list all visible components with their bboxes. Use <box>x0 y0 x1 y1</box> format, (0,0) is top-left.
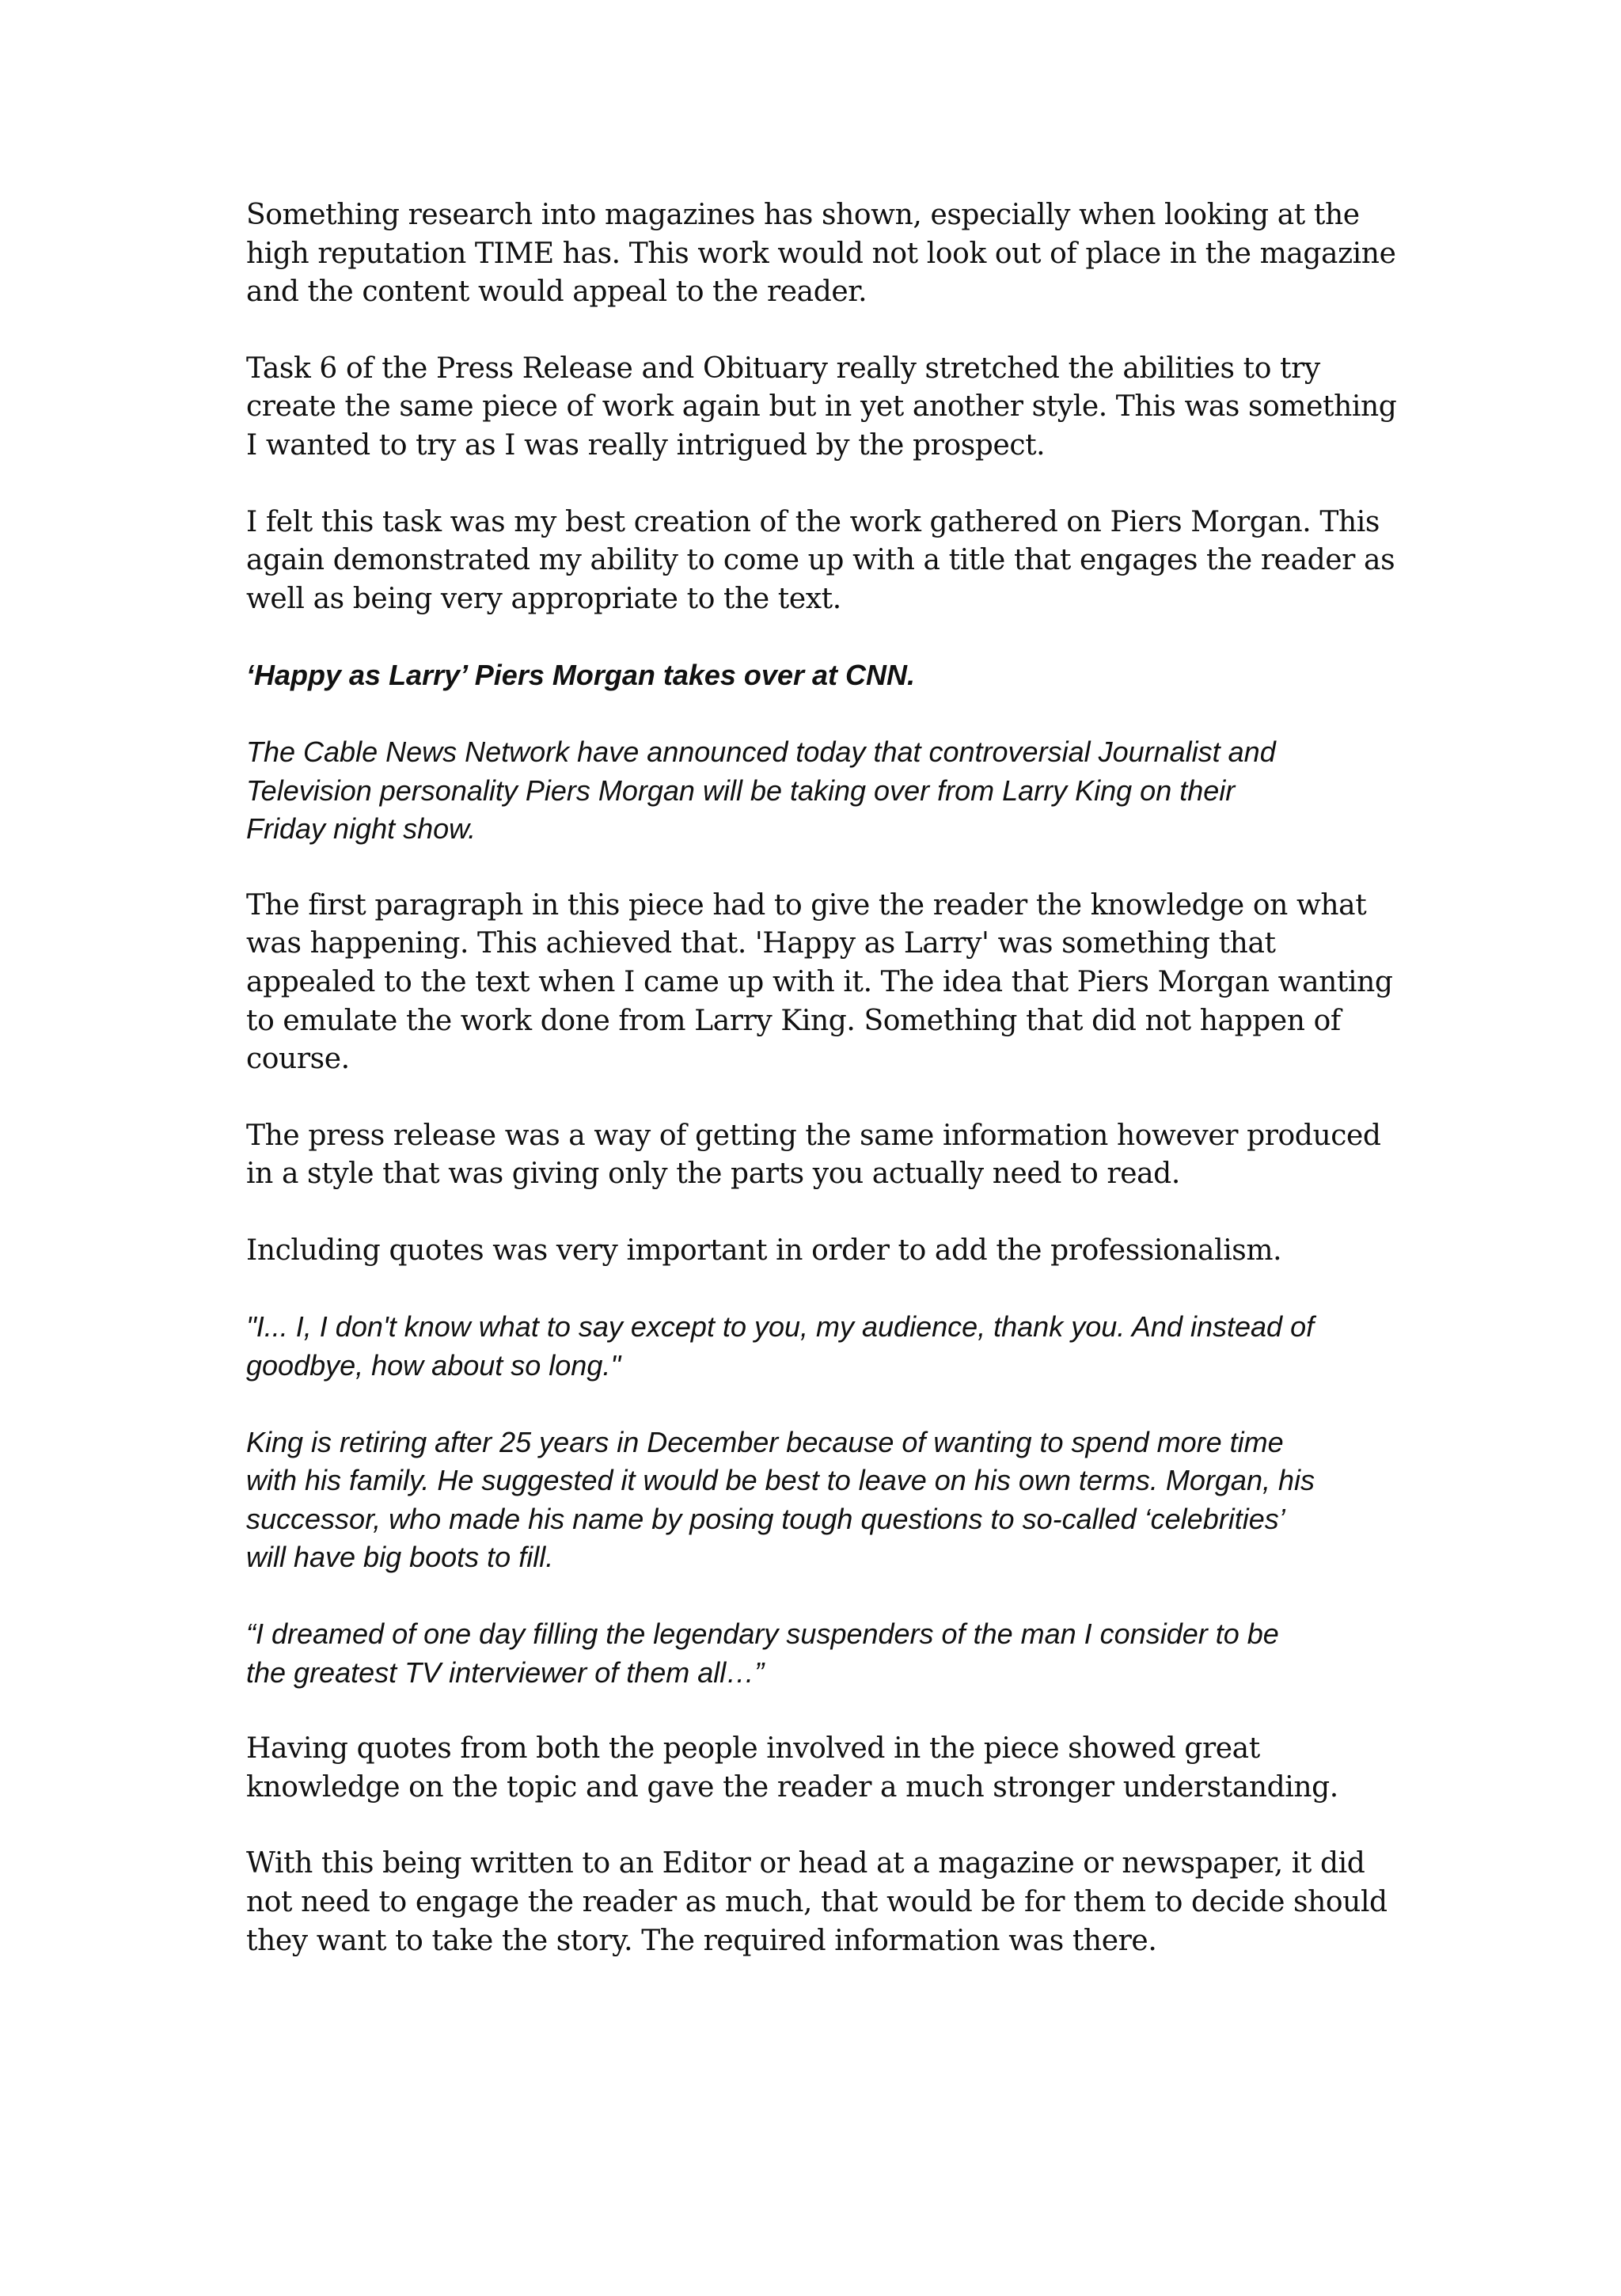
paragraph-quotes-both: Having quotes from both the people involved in the piece showed great knowledge on the topic and gave the reader a much stronger understanding. <box>246 1732 1338 1804</box>
article-king-retiring: King is retiring after 25 years in December because of wanting to spend more time with his family. He suggested it would be best to leave on his own terms. Morgan, his successor, who made his name by posing tough questions to so-called ‘celebrities’ will have big boots to fill. <box>246 1425 1315 1574</box>
paragraph-research: Something research into magazines has shown, especially when looking at the high reputation TIME has. This work would not look out of place in the magazine and the content would appeal to the reader. <box>246 199 1396 309</box>
paragraph-first-paragraph: The first paragraph in this piece had to give the reader the knowledge on what was happening. This achieved that. 'Happy as Larry' was something that appealed to the text when I came up with it. The idea that Piers Morgan wanting to emulate the work done from Larry King. Something that did not happen of course. <box>246 888 1393 1076</box>
quote-morgan: “I dreamed of one day filling the legendary suspenders of the man I consider to be the greatest TV interviewer of them all…” <box>246 1617 1279 1689</box>
article-headline: ‘Happy as Larry’ Piers Morgan takes over at CNN. <box>246 659 915 692</box>
paragraph-press-release: The press release was a way of getting the same information however produced in a style that was giving only the parts you actually need to read. <box>246 1119 1381 1191</box>
paragraph-quotes-importance: Including quotes was very important in order to add the professionalism. <box>246 1234 1282 1267</box>
paragraph-best-creation: I felt this task was my best creation of the work gathered on Piers Morgan. This again demonstrated my ability to come up with a title that engages the reader as well as being very appropriate to the text. <box>246 505 1395 615</box>
paragraph-editor: With this being written to an Editor or head at a magazine or newspaper, it did not need to engage the reader as much, that would be for them to decide should they want to take the story. The required information was there. <box>246 1847 1388 1957</box>
paragraph-task-6: Task 6 of the Press Release and Obituary really stretched the abilities to try create the same piece of work again but in yet another style. This was something I wanted to try as I was really intrigued by the prospect. <box>246 352 1397 462</box>
quote-king: "I... I, I don't know what to say except to you, my audience, thank you. And instead of goodbye, how about so long." <box>246 1310 1315 1382</box>
document-body <box>246 196 1402 1960</box>
article-lead: The Cable News Network have announced today that controversial Journalist and Television personality Piers Morgan will be taking over from Larry King on their Friday night show. <box>246 735 1276 846</box>
